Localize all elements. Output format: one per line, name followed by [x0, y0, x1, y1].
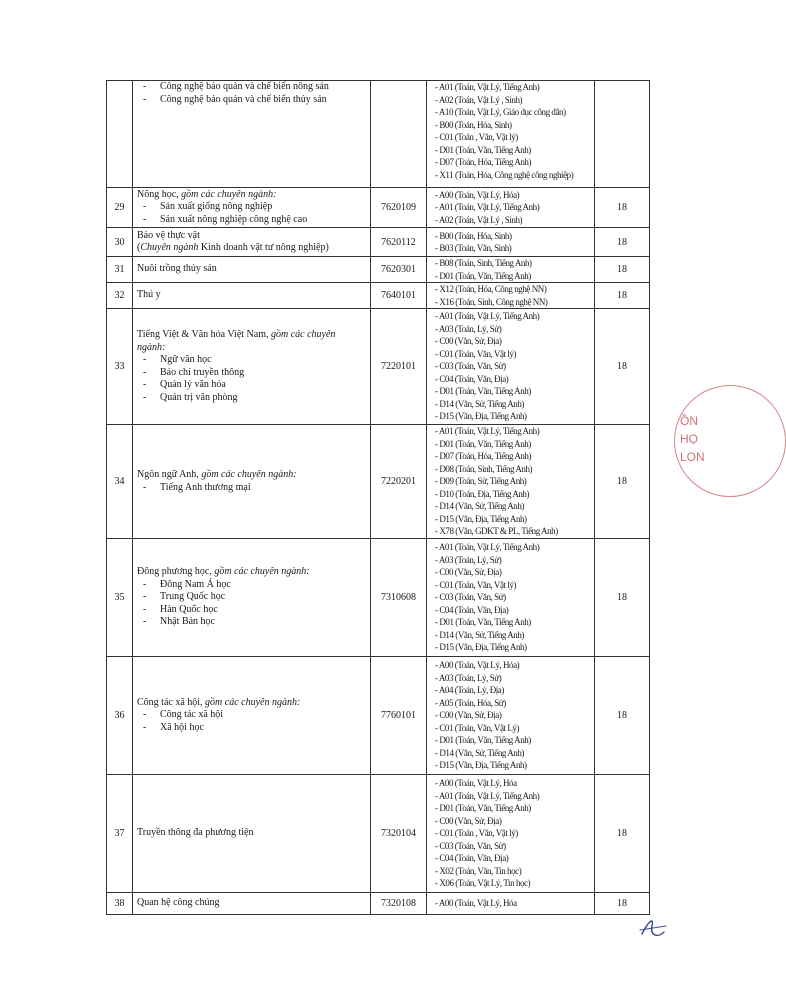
table-row: [107, 188, 650, 228]
combination-item: - A02 (Toán, Vật Lý , Sinh): [435, 94, 523, 105]
major-code: 7620109: [371, 188, 427, 228]
combination-item: - D07 (Toán, Hóa, Tiếng Anh): [435, 451, 532, 462]
table-row: [107, 228, 650, 257]
min-score: 18: [595, 188, 650, 228]
combination-item: - X02 (Toán, Văn, Tin học): [435, 865, 522, 876]
major-cell: [133, 657, 371, 775]
row-number: 37: [107, 775, 133, 893]
specialization-item: - Tiếng Anh thương mại: [143, 482, 366, 495]
red-stamp: [670, 375, 705, 515]
combination-item: - C01 (Toán, Văn, Vật lý): [435, 348, 517, 359]
combination-item: - D15 (Văn, Địa, Tiếng Anh): [435, 642, 527, 653]
specialization-list: [137, 81, 366, 106]
specialization-item: - Công nghệ bảo quản và chế biến nông sản: [143, 81, 366, 94]
combination-item: - D01 (Toán, Văn, Tiếng Anh): [435, 270, 531, 281]
combination-item: - C04 (Toán, Văn, Địa): [435, 373, 509, 384]
specialization-item: - Đông Nam Á học: [143, 579, 366, 592]
subject-combinations: [427, 188, 595, 228]
major-cell: [133, 283, 371, 309]
combination-item: - X12 (Toán, Hóa, Công nghệ NN): [435, 284, 547, 294]
table-row: [107, 775, 650, 893]
table-row: [107, 257, 650, 283]
combination-item: - A05 (Toán, Hóa, Sử): [435, 697, 506, 708]
major-cell: [133, 425, 371, 539]
row-number: 29: [107, 188, 133, 228]
combination-item: - A01 (Toán, Vật Lý, Tiếng Anh): [435, 426, 540, 437]
major-title: Quan hệ công chúng: [137, 897, 220, 909]
major-title: Bảo vệ thực vật: [137, 229, 200, 241]
major-code: 7760101: [371, 657, 427, 775]
combination-item: - D15 (Văn, Địa, Tiếng Anh): [435, 411, 527, 422]
combination-item: - A02 (Toán, Vật Lý , Sinh): [435, 214, 523, 225]
stamp-text: HỌ: [680, 432, 698, 446]
combination-item: - C01 (Toán , Văn, Vật lý): [435, 828, 518, 839]
combination-item: - D07 (Toán, Hóa, Tiếng Anh): [435, 157, 532, 167]
subject-combinations: [427, 657, 595, 775]
combination-item: - A10 (Toán, Vật Lý, Giáo dục công dân): [435, 107, 566, 117]
major-code: 7320108: [371, 893, 427, 915]
subject-combinations: [427, 257, 595, 283]
specialization-list: [137, 354, 366, 404]
major-cell: [133, 81, 371, 188]
combination-item: - A00 (Toán, Vật Lý, Hóa: [435, 778, 517, 789]
major-title: Nuôi trồng thủy sản: [137, 263, 217, 275]
combination-item: - A01 (Toán, Vật Lý, Tiếng Anh): [435, 790, 540, 801]
major-code: 7620112: [371, 228, 427, 257]
specialization-list: [137, 201, 366, 226]
major-code: 7220201: [371, 425, 427, 539]
row-number: 35: [107, 539, 133, 657]
specialization-item: - Công nghệ bảo quản và chế biến thủy sản: [143, 94, 366, 107]
min-score: [595, 81, 650, 188]
subject-combinations: [427, 893, 595, 915]
combination-item: - D14 (Văn, Sử, Tiếng Anh): [435, 501, 524, 512]
row-number: [107, 81, 133, 188]
major-cell: [133, 539, 371, 657]
combination-item: - A04 (Toán, Lý, Địa): [435, 685, 504, 696]
combination-item: - B00 (Toán, Hóa, Sinh): [435, 119, 512, 130]
admission-table: [106, 80, 650, 915]
combination-item: - D14 (Văn, Sử, Tiếng Anh): [435, 629, 524, 640]
combination-item: - C01 (Toán , Văn, Vật lý): [435, 132, 518, 142]
specialization-item: - Nhật Bản học: [143, 616, 366, 629]
combination-item: - D01 (Toán, Văn, Tiếng Anh): [435, 803, 531, 814]
specialization-item: - Xã hội học: [143, 722, 366, 735]
combination-item: - A01 (Toán, Vật Lý, Tiếng Anh): [435, 542, 540, 553]
major-title: Nông học, gồm các chuyên ngành:: [137, 188, 277, 200]
subject-combinations: [427, 539, 595, 657]
min-score: 18: [595, 228, 650, 257]
row-number: 38: [107, 893, 133, 915]
table-row: [107, 81, 650, 188]
specialization-item: - Trung Quốc học: [143, 591, 366, 604]
stamp-text: ỒN: [680, 414, 698, 428]
major-code: 7220101: [371, 309, 427, 425]
major-code: 7320104: [371, 775, 427, 893]
combination-item: - D14 (Văn, Sử, Tiếng Anh): [435, 747, 524, 758]
combination-item: - D01 (Toán, Văn, Tiếng Anh): [435, 144, 531, 155]
major-cell: [133, 309, 371, 425]
combination-item: - C03 (Toán, Văn, Sử): [435, 592, 506, 603]
row-number: 33: [107, 309, 133, 425]
combination-item: - X16 (Toán, Sinh, Công nghệ NN): [435, 296, 548, 307]
subject-combinations: [427, 309, 595, 425]
min-score: 18: [595, 257, 650, 283]
major-cell: [133, 257, 371, 283]
specialization-list: [137, 579, 366, 629]
major-title: Công tác xã hội, gồm các chuyên ngành:: [137, 696, 301, 708]
combination-item: - A01 (Toán, Vật Lý, Tiếng Anh): [435, 202, 540, 213]
combination-item: - A03 (Toán, Lý, Sử): [435, 554, 502, 565]
major-title: Tiếng Việt & Văn hóa Việt Nam, gồm các chuyên ngành:: [137, 329, 336, 353]
table-row: [107, 539, 650, 657]
major-cell: [133, 188, 371, 228]
min-score: 18: [595, 775, 650, 893]
combination-item: - B00 (Toán, Hóa, Sinh): [435, 230, 512, 241]
combination-item: - A00 (Toán, Vật Lý, Hóa: [435, 898, 517, 909]
major-subtitle: (Chuyên ngành Kinh doanh vật tư nông nghiệp): [137, 242, 329, 253]
combination-item: - C00 (Văn, Sử, Địa): [435, 336, 502, 347]
min-score: 18: [595, 283, 650, 309]
major-title: Ngôn ngữ Anh, gồm các chuyên ngành:: [137, 469, 297, 480]
specialization-list: [137, 482, 366, 495]
combination-item: - A00 (Toán, Vật Lý, Hóa): [435, 189, 520, 200]
signature-mark: [636, 912, 670, 942]
subject-combinations: [427, 775, 595, 893]
table-row: [107, 657, 650, 775]
min-score: 18: [595, 425, 650, 539]
combination-item: - C00 (Văn, Sử, Địa): [435, 567, 502, 578]
specialization-item: - Quản lý văn hóa: [143, 379, 366, 392]
subject-combinations: [427, 425, 595, 539]
combination-item: - D01 (Toán, Văn, Tiếng Anh): [435, 386, 531, 397]
min-score: 18: [595, 893, 650, 915]
major-code: [371, 81, 427, 188]
subject-combinations: [427, 283, 595, 309]
major-code: 7640101: [371, 283, 427, 309]
row-number: 32: [107, 283, 133, 309]
subject-combinations: [427, 228, 595, 257]
major-cell: [133, 893, 371, 915]
combination-item: - A01 (Toán, Vật Lý, Tiếng Anh): [435, 311, 540, 322]
combination-item: - D01 (Toán, Văn, Tiếng Anh): [435, 438, 531, 449]
combination-item: - X06 (Toán, Vật Lý, Tin học): [435, 878, 531, 889]
combination-item: - C01 (Toán, Văn, Vật lý): [435, 579, 517, 590]
stamp-text: LON: [680, 450, 705, 464]
table-row: [107, 283, 650, 309]
row-number: 36: [107, 657, 133, 775]
combination-item: - C00 (Văn, Sử, Địa): [435, 815, 502, 826]
combination-item: - A03 (Toán, Lý, Sử): [435, 672, 502, 683]
combination-item: - D15 (Văn, Địa, Tiếng Anh): [435, 760, 527, 771]
combination-item: - D08 (Toán, Sinh, Tiếng Anh): [435, 463, 533, 474]
combination-item: - A01 (Toán, Vật Lý, Tiếng Anh): [435, 82, 540, 92]
row-number: 34: [107, 425, 133, 539]
combination-item: - D10 (Toán, Địa, Tiếng Anh): [435, 488, 530, 499]
specialization-item: - Công tác xã hội: [143, 709, 366, 722]
combination-item: - C04 (Toán, Văn, Địa): [435, 853, 509, 864]
combination-item: - D01 (Toán, Văn, Tiếng Anh): [435, 617, 531, 628]
major-title: Đông phương học, gồm các chuyên ngành:: [137, 566, 310, 578]
combination-item: - C00 (Văn, Sử, Địa): [435, 710, 502, 721]
combination-item: - C04 (Toán, Văn, Địa): [435, 604, 509, 615]
specialization-item: - Sản xuất nông nghiệp công nghệ cao: [143, 214, 366, 227]
major-cell: [133, 775, 371, 893]
specialization-list: [137, 709, 366, 734]
min-score: 18: [595, 657, 650, 775]
min-score: 18: [595, 309, 650, 425]
row-number: 31: [107, 257, 133, 283]
major-title: Thú y: [137, 289, 161, 301]
combination-item: - A00 (Toán, Vật Lý, Hóa): [435, 660, 520, 671]
combination-item: - D15 (Văn, Địa, Tiếng Anh): [435, 513, 527, 524]
table-row: [107, 893, 650, 915]
specialization-item: - Quản trị văn phòng: [143, 392, 366, 405]
table-row: [107, 309, 650, 425]
table-row: [107, 425, 650, 539]
combination-item: - X78 (Văn, GDKT & PL, Tiếng Anh): [435, 526, 558, 537]
specialization-item: - Hàn Quốc học: [143, 604, 366, 617]
combination-item: - D09 (Toán, Sử, Tiếng Anh): [435, 476, 527, 487]
specialization-item: - Báo chí truyền thông: [143, 367, 366, 380]
specialization-item: - Sản xuất giống nông nghiệp: [143, 201, 366, 214]
major-title: Truyền thông đa phương tiện: [137, 827, 254, 839]
combination-item: - X11 (Toán, Hóa, Công nghệ công nghiệp): [435, 169, 574, 180]
min-score: 18: [595, 539, 650, 657]
combination-item: - C01 (Toán, Văn, Vật Lý): [435, 722, 520, 733]
combination-item: - A03 (Toán, Lý, Sử): [435, 323, 502, 334]
specialization-item: - Ngữ văn học: [143, 354, 366, 367]
combination-item: - C03 (Toán, Văn, Sử): [435, 361, 506, 372]
combination-item: - D01 (Toán, Văn, Tiếng Anh): [435, 735, 531, 746]
combination-item: - D14 (Văn, Sử, Tiếng Anh): [435, 398, 524, 409]
subject-combinations: [427, 81, 595, 188]
combination-item: - B08 (Toán, Sinh, Tiếng Anh): [435, 258, 532, 268]
major-code: 7620301: [371, 257, 427, 283]
major-cell: [133, 228, 371, 257]
major-code: 7310608: [371, 539, 427, 657]
combination-item: - B03 (Toán, Văn, Sinh): [435, 243, 512, 253]
row-number: 30: [107, 228, 133, 257]
combination-item: - C03 (Toán, Văn, Sử): [435, 840, 506, 851]
